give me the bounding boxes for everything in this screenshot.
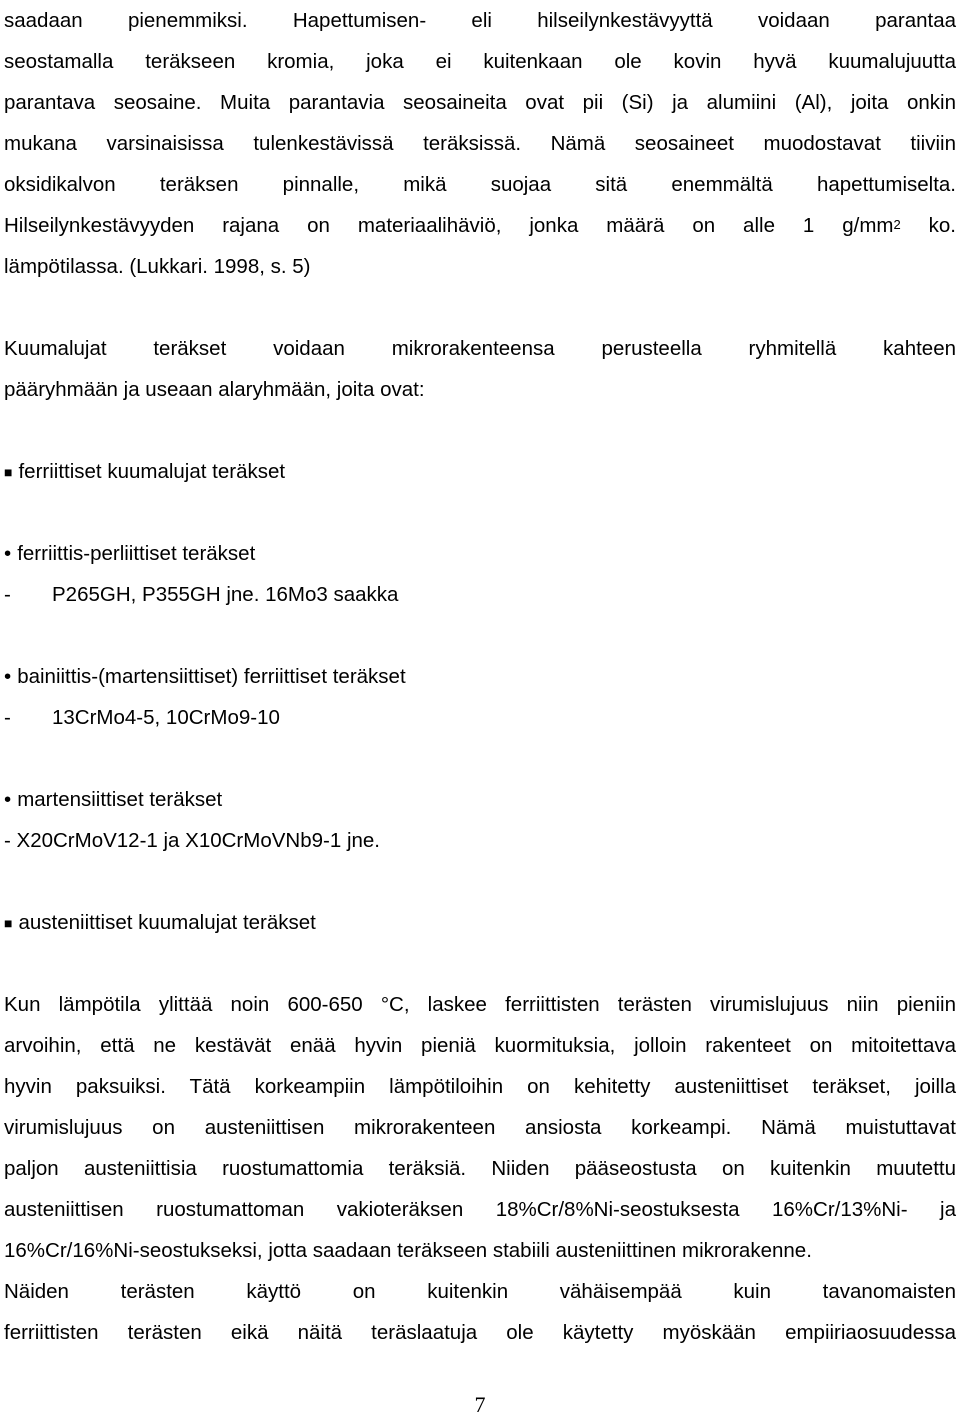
text-line: paljon austeniittisia ruostumattomia teräksiä. Niiden pääseostusta on kuitenkin muutettu — [4, 1157, 956, 1180]
group-label: austeniittiset kuumalujat teräkset — [18, 911, 316, 934]
list-item-detail — [4, 697, 956, 738]
list-item-label: bainiittis-(martensiittiset) ferriittiset teräkset — [17, 665, 406, 688]
group-label: ferriittiset kuumalujat teräkset — [18, 460, 286, 483]
spacer — [4, 861, 956, 902]
list-item-heading — [4, 656, 956, 697]
spacer — [4, 943, 956, 984]
text-fragment: ko. — [900, 214, 956, 237]
text-line: ferriittisten terästen eikä näitä teräslaatuja ole käytetty myöskään empiiriaosuudessa — [4, 1321, 956, 1344]
text-line: Näiden terästen käyttö on kuitenkin vähäisempää kuin tavanomaisten — [4, 1280, 956, 1303]
text-line: parantava seosaine. Muita parantavia seosaineita ovat pii (Si) ja alumiini (Al), joita onkin — [4, 91, 956, 114]
list-item-detail-text: P265GH, P355GH jne. 16Mo3 saakka — [52, 583, 399, 606]
paragraph-austenitic — [4, 984, 956, 1271]
list-item-detail-text: 13CrMo4-5, 10CrMo9-10 — [52, 706, 280, 729]
list-item-heading — [4, 779, 956, 820]
list-item-heading — [4, 533, 956, 574]
text-line: saadaan pienemmiksi. Hapettumisen- eli hilseilynkestävyyttä voidaan parantaa — [4, 9, 956, 32]
bullet-icon: • — [4, 665, 12, 688]
text-line: oksidikalvon teräksen pinnalle, mikä suojaa sitä enemmältä hapettumiselta. — [4, 173, 956, 196]
square-bullet-icon: ■ — [4, 464, 13, 480]
group-heading-ferritic — [4, 451, 956, 492]
superscript-exponent: 2 — [893, 217, 901, 232]
bullet-icon: • — [4, 788, 12, 811]
text-line: arvoihin, että ne kestävät enää hyvin pieniä kuormituksia, jolloin rakenteet on mitoitettava — [4, 1034, 956, 1057]
paragraph-oxidation — [4, 0, 956, 287]
dash-marker: - — [4, 706, 11, 729]
spacer — [4, 738, 956, 779]
text-line: mukana varsinaisissa tulenkestävissä teräksissä. Nämä seosaineet muodostavat tiiviin — [4, 132, 956, 155]
dash-marker: - — [4, 583, 11, 606]
text-line: pääryhmään ja useaan alaryhmään, joita ovat: — [4, 378, 425, 401]
text-line: virumislujuus on austeniittisen mikrorakenteen ansiosta korkeampi. Nämä muistuttavat — [4, 1116, 956, 1139]
group-heading-austenitic — [4, 902, 956, 943]
spacer — [4, 492, 956, 533]
list-item-label: martensiittiset teräkset — [17, 788, 223, 811]
list-item-detail — [4, 574, 956, 615]
spacer — [4, 287, 956, 328]
paragraph-classification — [4, 328, 956, 410]
paragraph-usage — [4, 1271, 956, 1353]
document-page — [4, 0, 956, 1353]
text-line: austeniittisen ruostumattoman vakioteräksen 18%Cr/8%Ni-seostuksesta 16%Cr/13%Ni- ja — [4, 1198, 956, 1221]
spacer — [4, 410, 956, 451]
text-line: Kun lämpötila ylittää noin 600-650 °C, laskee ferriittisten terästen virumislujuus niin pieniin — [4, 993, 956, 1016]
text-line-with-superscript — [4, 205, 956, 246]
text-line: lämpötilassa. (Lukkari. 1998, s. 5) — [4, 255, 311, 278]
spacer — [4, 615, 956, 656]
text-line: hyvin paksuiksi. Tätä korkeampiin lämpötiloihin on kehitetty austeniittiset teräkset, joilla — [4, 1075, 956, 1098]
square-bullet-icon: ■ — [4, 915, 13, 931]
list-item-label: ferriittis-perliittiset teräkset — [17, 542, 256, 565]
text-line: seostamalla teräkseen kromia, joka ei kuitenkaan ole kovin hyvä kuumalujuutta — [4, 50, 956, 73]
text-line: 16%Cr/16%Ni-seostukseksi, jotta saadaan teräkseen stabiili austeniittinen mikrorakenne. — [4, 1239, 812, 1262]
list-item-detail: - X20CrMoV12-1 ja X10CrMoVNb9-1 jne. — [4, 829, 380, 852]
text-line: Kuumalujat teräkset voidaan mikrorakenteensa perusteella ryhmitellä kahteen — [4, 337, 956, 360]
page-number: 7 — [474, 1392, 486, 1417]
text-fragment: Hilseilynkestävyyden rajana on materiaalihäviö, jonka määrä on alle 1 g/mm — [4, 214, 894, 237]
bullet-icon: • — [4, 542, 12, 565]
